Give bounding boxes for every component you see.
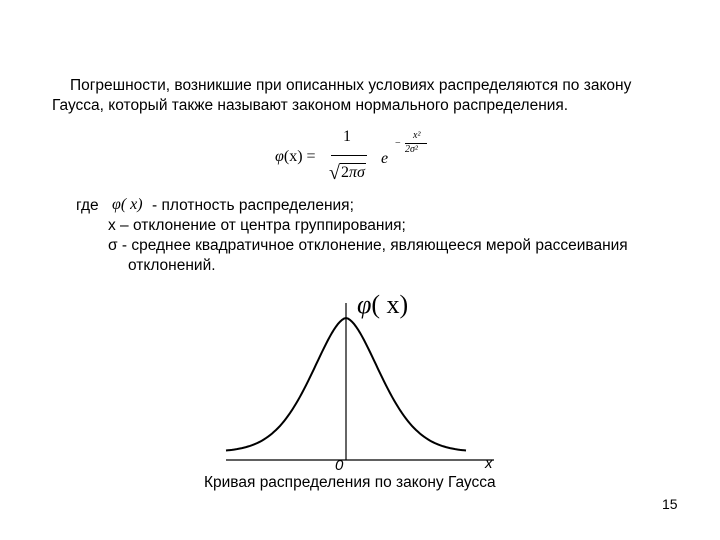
formula-numerator: 1 — [343, 128, 351, 145]
formula-exp-denominator: 2σ² — [405, 144, 418, 155]
formula-den-vars: πσ — [348, 164, 365, 181]
formula-den-coef: 2 — [340, 164, 349, 181]
x-definition-text: x – отклонение от центра группирования; — [108, 217, 406, 234]
page-number: 15 — [662, 496, 678, 512]
intro-line-1-text: Погрешности, возникшие при описанных условиях распределяются по закону — [70, 77, 632, 94]
formula-phi: φ — [275, 148, 284, 165]
graph-caption: Кривая распределения по закону Гаусса — [204, 474, 496, 491]
where-word: где — [76, 197, 99, 214]
sqrt-icon: √ — [329, 162, 340, 184]
formula-lhs-arg: (x) = — [283, 148, 316, 165]
phi-axis-symbol: φ — [357, 290, 372, 319]
formula-exp-numerator: x² — [413, 130, 421, 141]
phi-inline: φ( x) — [112, 196, 143, 213]
density-text: - плотность распределения; — [152, 197, 354, 214]
intro-line-2: Гаусса, который также называют законом нормального распределения. — [52, 97, 569, 114]
sigma-definition-text: σ - среднее квадратичное отклонение, являющееся мерой рассеивания — [108, 237, 628, 254]
sigma-definition-cont-text: отклонений. — [128, 257, 216, 274]
formula-exp-sign: − — [395, 138, 401, 149]
phi-axis-label — [357, 290, 408, 320]
formula-base: e — [381, 150, 389, 167]
phi-axis-arg: ( x) — [371, 290, 409, 319]
origin-label: 0 — [335, 457, 344, 474]
x-axis-label: x — [485, 455, 493, 472]
